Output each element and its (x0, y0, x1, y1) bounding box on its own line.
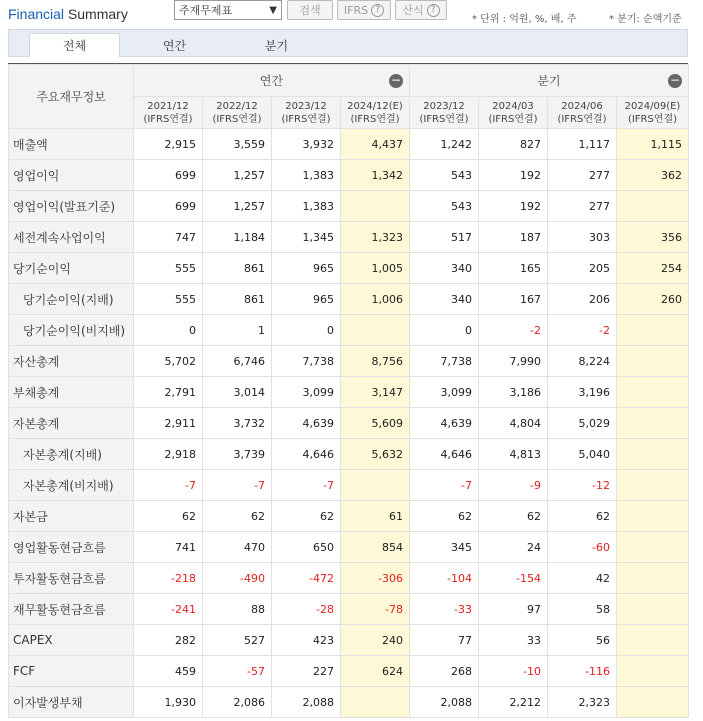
row-label: 자본금 (9, 501, 134, 532)
table-cell: 345 (410, 532, 479, 563)
table-cell: -306 (341, 563, 410, 594)
table-cell: -218 (134, 563, 203, 594)
table-cell (617, 191, 689, 222)
row-label: 세전계속사업이익 (9, 222, 134, 253)
table-cell: 5,632 (341, 439, 410, 470)
table-cell: 1,115 (617, 129, 689, 160)
table-cell: 1,184 (203, 222, 272, 253)
column-basis: (IFRS연결) (488, 113, 538, 125)
table-body (9, 129, 689, 718)
search-button-label: 검색 (299, 4, 321, 17)
table-cell: 827 (479, 129, 548, 160)
table-cell: 5,702 (134, 346, 203, 377)
table-cell: 42 (548, 563, 617, 594)
table-row (9, 532, 689, 563)
table-cell: 543 (410, 191, 479, 222)
table-cell: -7 (272, 470, 341, 501)
table-cell: 303 (548, 222, 617, 253)
row-label: 당기순이익(비지배) (9, 315, 134, 346)
table-cell: 1,257 (203, 191, 272, 222)
table-cell (617, 439, 689, 470)
table-cell: 77 (410, 625, 479, 656)
table-cell: 8,756 (341, 346, 410, 377)
table-cell: 227 (272, 656, 341, 687)
table-row (9, 501, 689, 532)
column-header (134, 97, 203, 129)
table-cell: 854 (341, 532, 410, 563)
collapse-annual-icon[interactable]: − (390, 73, 402, 87)
table-row (9, 129, 689, 160)
column-basis: (IFRS연결) (143, 113, 193, 125)
table-cell: 0 (272, 315, 341, 346)
table-row (9, 160, 689, 191)
column-date: 2024/03 (492, 100, 534, 112)
table-cell: 340 (410, 253, 479, 284)
table-cell: 88 (203, 594, 272, 625)
table-row (9, 253, 689, 284)
column-basis: (IFRS연결) (419, 113, 469, 125)
table-cell: 699 (134, 160, 203, 191)
table-cell: 2,791 (134, 377, 203, 408)
financial-summary-table (8, 64, 689, 718)
table-cell: 277 (548, 191, 617, 222)
table-cell: 1,117 (548, 129, 617, 160)
column-basis: (IFRS연결) (627, 113, 678, 125)
table-cell: 192 (479, 160, 548, 191)
period-tabs (8, 29, 688, 57)
row-label: 자본총계 (9, 408, 134, 439)
table-row (9, 408, 689, 439)
table-cell: 2,088 (272, 687, 341, 718)
table-cell: -490 (203, 563, 272, 594)
table-cell: -472 (272, 563, 341, 594)
table-cell (341, 470, 410, 501)
table-cell: 517 (410, 222, 479, 253)
unit-note: * 단위 : 억원, %, 배, 주 (472, 14, 577, 25)
table-cell: -104 (410, 563, 479, 594)
row-label: 자본총계(비지배) (9, 470, 134, 501)
table-cell: -154 (479, 563, 548, 594)
search-button[interactable] (287, 0, 333, 20)
table-cell (617, 625, 689, 656)
table-cell: 4,646 (410, 439, 479, 470)
table-cell: 1,257 (203, 160, 272, 191)
table-cell (617, 687, 689, 718)
table-cell: 861 (203, 253, 272, 284)
table-cell: 5,040 (548, 439, 617, 470)
table-cell: -57 (203, 656, 272, 687)
table-cell: 167 (479, 284, 548, 315)
table-cell (341, 687, 410, 718)
table-cell: 24 (479, 532, 548, 563)
table-cell: 2,086 (203, 687, 272, 718)
statement-select-value: 주재무제표 (179, 4, 233, 17)
statement-select[interactable] (174, 0, 282, 20)
table-cell (617, 594, 689, 625)
column-basis: (IFRS연결) (212, 113, 262, 125)
table-cell: 3,099 (410, 377, 479, 408)
table-cell: 0 (410, 315, 479, 346)
table-cell: 555 (134, 253, 203, 284)
table-cell: 3,186 (479, 377, 548, 408)
table-cell: 2,915 (134, 129, 203, 160)
table-cell: 4,639 (410, 408, 479, 439)
row-label: 영업활동현금흐름 (9, 532, 134, 563)
table-cell: 187 (479, 222, 548, 253)
table-cell: 7,738 (272, 346, 341, 377)
row-label: 자산총계 (9, 346, 134, 377)
table-cell: 747 (134, 222, 203, 253)
table-cell: 470 (203, 532, 272, 563)
column-header (410, 97, 479, 129)
column-date: 2024/06 (561, 100, 603, 112)
table-row (9, 315, 689, 346)
row-label: FCF (9, 656, 134, 687)
quarter-group-label: 분기 (537, 74, 561, 88)
table-row (9, 470, 689, 501)
table-cell: 0 (134, 315, 203, 346)
table-cell: 4,437 (341, 129, 410, 160)
table-cell: 62 (479, 501, 548, 532)
page-title (8, 6, 128, 22)
table-cell: 62 (410, 501, 479, 532)
column-basis: (IFRS연결) (557, 113, 607, 125)
table-cell: 268 (410, 656, 479, 687)
table-cell: 543 (410, 160, 479, 191)
table-cell: -60 (548, 532, 617, 563)
column-date: 2024/09(E) (624, 100, 681, 112)
column-date: 2021/12 (147, 100, 189, 112)
table-cell: 555 (134, 284, 203, 315)
table-cell: 62 (134, 501, 203, 532)
table-cell: 1,006 (341, 284, 410, 315)
table-cell (617, 563, 689, 594)
table-cell: 2,088 (410, 687, 479, 718)
table-cell: 2,212 (479, 687, 548, 718)
top-bar (0, 0, 703, 28)
help-icon[interactable]: ? (427, 4, 440, 17)
table-cell: 62 (548, 501, 617, 532)
table-cell: 1,342 (341, 160, 410, 191)
table-cell: 2,911 (134, 408, 203, 439)
table-cell: -12 (548, 470, 617, 501)
table-cell: 277 (548, 160, 617, 191)
table-cell: 2,918 (134, 439, 203, 470)
table-cell: -33 (410, 594, 479, 625)
table-cell: 206 (548, 284, 617, 315)
table-row (9, 284, 689, 315)
table-cell: 254 (617, 253, 689, 284)
table-row (9, 191, 689, 222)
table-cell: -78 (341, 594, 410, 625)
ifrs-button[interactable] (337, 0, 391, 20)
row-label: 재무활동현금흐름 (9, 594, 134, 625)
table-row (9, 222, 689, 253)
table-cell: -10 (479, 656, 548, 687)
table-cell: 3,739 (203, 439, 272, 470)
table-cell: 33 (479, 625, 548, 656)
table-cell (617, 656, 689, 687)
table-cell: 1,383 (272, 191, 341, 222)
table-cell: 356 (617, 222, 689, 253)
table-cell: -28 (272, 594, 341, 625)
formula-button[interactable] (395, 0, 447, 20)
ifrs-button-label: IFRS (343, 3, 369, 17)
tab-all[interactable]: 전체 (29, 33, 120, 57)
table-row (9, 594, 689, 625)
column-header (479, 97, 548, 129)
column-date: 2024/12(E) (347, 100, 403, 112)
table-cell: 965 (272, 284, 341, 315)
row-label: CAPEX (9, 625, 134, 656)
table-cell: 4,804 (479, 408, 548, 439)
column-header (548, 97, 617, 129)
table-cell: 3,732 (203, 408, 272, 439)
table-row (9, 687, 689, 718)
row-label: 매출액 (9, 129, 134, 160)
column-basis: (IFRS연결) (350, 113, 400, 125)
table-cell: 650 (272, 532, 341, 563)
table-cell: 3,147 (341, 377, 410, 408)
table-cell: -9 (479, 470, 548, 501)
table-cell: -7 (134, 470, 203, 501)
row-label: 투자활동현금흐름 (9, 563, 134, 594)
formula-button-label: 산식 (402, 4, 424, 17)
table-cell: 282 (134, 625, 203, 656)
table-cell: 8,224 (548, 346, 617, 377)
table-cell: -2 (479, 315, 548, 346)
table-cell: 97 (479, 594, 548, 625)
table-row (9, 439, 689, 470)
annual-group-label: 연간 (259, 74, 284, 88)
table-cell: 2,323 (548, 687, 617, 718)
table-cell (617, 470, 689, 501)
table-cell (341, 315, 410, 346)
title-summary: Summary (67, 6, 128, 22)
column-date: 2023/12 (285, 100, 327, 112)
table-cell (341, 191, 410, 222)
table-cell: 362 (617, 160, 689, 191)
table-cell (617, 377, 689, 408)
table-cell: 3,099 (272, 377, 341, 408)
table-row (9, 563, 689, 594)
table-cell: 1,345 (272, 222, 341, 253)
table-cell: 3,932 (272, 129, 341, 160)
table-cell: 240 (341, 625, 410, 656)
table-row (9, 346, 689, 377)
column-date: 2022/12 (216, 100, 258, 112)
table-cell: -7 (203, 470, 272, 501)
table-cell: 3,014 (203, 377, 272, 408)
table-cell: 1,323 (341, 222, 410, 253)
table-cell: 965 (272, 253, 341, 284)
tab-quarter[interactable]: 분기 (264, 38, 289, 53)
row-label: 부채총계 (9, 377, 134, 408)
table-cell: 61 (341, 501, 410, 532)
table-cell: 699 (134, 191, 203, 222)
table-cell: 624 (341, 656, 410, 687)
column-basis: (IFRS연결) (281, 113, 331, 125)
collapse-quarter-icon[interactable]: − (669, 73, 681, 87)
quarter-group-header (410, 65, 689, 97)
column-date: 2023/12 (423, 100, 465, 112)
table-cell: 62 (203, 501, 272, 532)
table-cell: 861 (203, 284, 272, 315)
table-cell: 5,609 (341, 408, 410, 439)
table-cell: 205 (548, 253, 617, 284)
table-cell: 192 (479, 191, 548, 222)
table-cell: 340 (410, 284, 479, 315)
column-header (341, 97, 410, 129)
table-cell: 5,029 (548, 408, 617, 439)
row-label: 자본총계(지배) (9, 439, 134, 470)
row-label: 영업이익 (9, 160, 134, 191)
table-cell: 459 (134, 656, 203, 687)
table-cell (617, 408, 689, 439)
table-cell: 1,242 (410, 129, 479, 160)
table-cell: -241 (134, 594, 203, 625)
table-cell: 527 (203, 625, 272, 656)
table-cell: 1,383 (272, 160, 341, 191)
chevron-down-icon: ▼ (269, 4, 277, 16)
table-cell: 165 (479, 253, 548, 284)
table-cell: 3,196 (548, 377, 617, 408)
table-cell (617, 532, 689, 563)
annual-group-header (134, 65, 410, 97)
tab-annual[interactable]: 연간 (162, 38, 187, 53)
table-cell: 1,005 (341, 253, 410, 284)
table-cell: 423 (272, 625, 341, 656)
table-cell: 3,559 (203, 129, 272, 160)
row-header-title: 주요재무정보 (9, 65, 134, 129)
column-header (617, 97, 689, 129)
table-cell: 260 (617, 284, 689, 315)
table-cell: 58 (548, 594, 617, 625)
period-note: * 분기: 순액기준 (609, 14, 682, 25)
table-cell (617, 346, 689, 377)
table-cell (617, 501, 689, 532)
table-cell: 741 (134, 532, 203, 563)
table-cell: -2 (548, 315, 617, 346)
table-cell: 6,746 (203, 346, 272, 377)
table-cell: 4,639 (272, 408, 341, 439)
table-cell: 4,813 (479, 439, 548, 470)
title-financial: Financial (8, 6, 65, 22)
column-header (203, 97, 272, 129)
table-cell: 56 (548, 625, 617, 656)
row-label: 이자발생부채 (9, 687, 134, 718)
table-cell: 62 (272, 501, 341, 532)
table-cell: -7 (410, 470, 479, 501)
help-icon[interactable]: ? (371, 4, 384, 17)
row-label: 당기순이익(지배) (9, 284, 134, 315)
table-cell: 4,646 (272, 439, 341, 470)
table-cell: 1 (203, 315, 272, 346)
table-row (9, 625, 689, 656)
table-row (9, 377, 689, 408)
table-cell: -116 (548, 656, 617, 687)
table-cell (617, 315, 689, 346)
table-cell: 7,738 (410, 346, 479, 377)
column-header (272, 97, 341, 129)
table-cell: 7,990 (479, 346, 548, 377)
table-row (9, 656, 689, 687)
row-label: 당기순이익 (9, 253, 134, 284)
table-cell: 1,930 (134, 687, 203, 718)
row-label: 영업이익(발표기준) (9, 191, 134, 222)
